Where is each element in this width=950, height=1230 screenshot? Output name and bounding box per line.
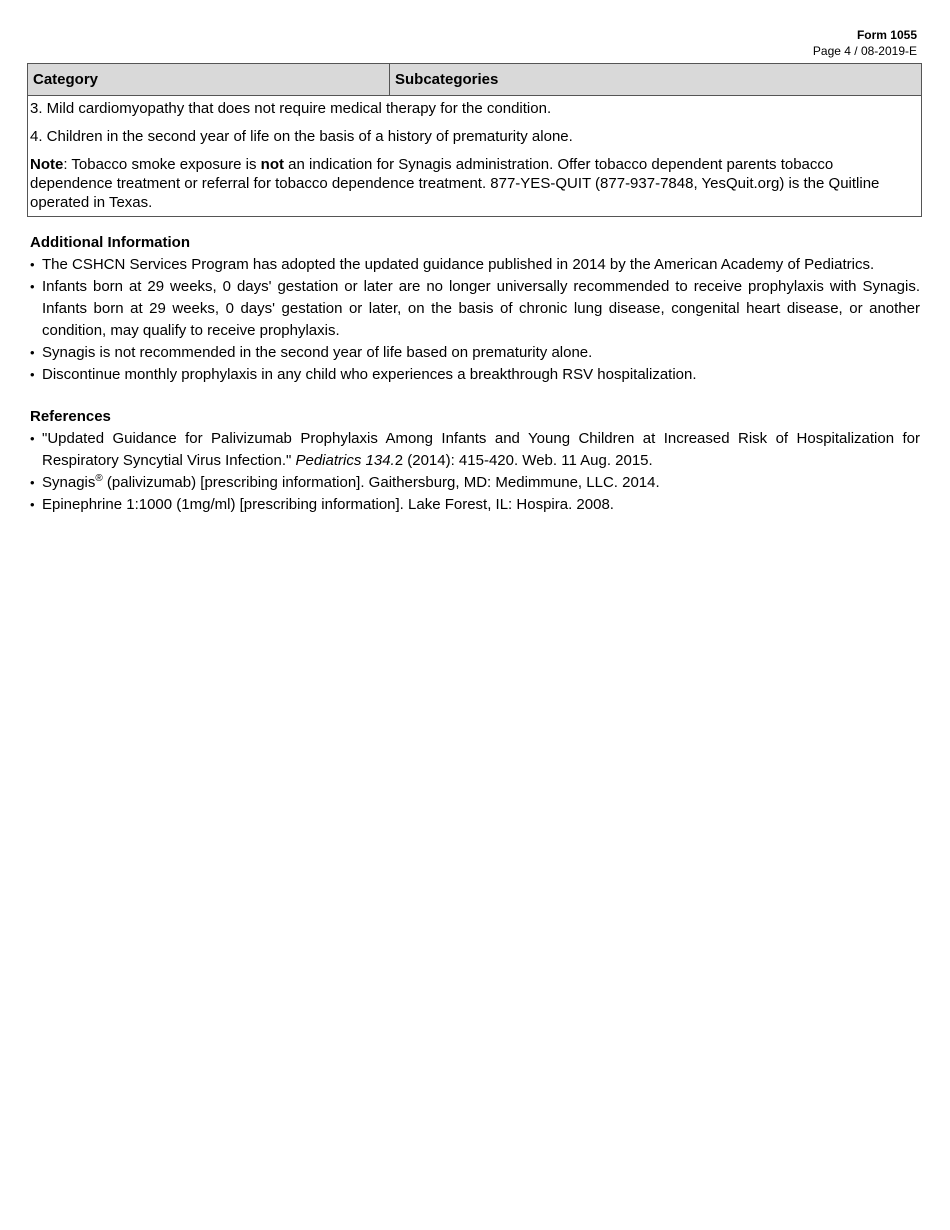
list-item — [30, 428, 920, 472]
list-item — [30, 342, 920, 364]
list-item — [30, 472, 920, 494]
note-text-before: : Tobacco smoke exposure is — [63, 156, 261, 173]
table-note-row — [28, 151, 922, 217]
registered-mark: ® — [95, 473, 103, 484]
references-heading: References — [30, 408, 111, 425]
list-item-text: Discontinue monthly prophylaxis in any child who experiences a breakthrough RSV hospitalization. — [42, 366, 697, 383]
reference-journal: Pediatrics 134. — [295, 452, 395, 469]
bullet-icon: • — [30, 257, 35, 272]
criteria-table — [27, 63, 922, 217]
page-header — [813, 27, 917, 60]
bullet-icon: • — [30, 497, 35, 512]
bullet-icon: • — [30, 279, 35, 294]
additional-info-heading: Additional Information — [30, 234, 190, 251]
list-item — [30, 364, 920, 386]
form-number: Form 1055 — [856, 28, 917, 42]
list-item-text: Synagis is not recommended in the second year of life based on prematurity alone. — [42, 344, 593, 361]
table-header-subcategories: Subcategories — [390, 64, 922, 96]
note-emphasis: not — [260, 156, 284, 173]
note-label: Note — [30, 156, 64, 173]
list-item — [30, 254, 920, 276]
additional-info-list — [30, 254, 920, 386]
bullet-icon: • — [30, 345, 35, 360]
bullet-icon: • — [30, 367, 35, 382]
list-item-text: The CSHCN Services Program has adopted the updated guidance published in 2014 by the American Academy of Pediatrics. — [42, 256, 875, 273]
reference-rest: 2 (2014): 415-420. Web. 11 Aug. 2015. — [394, 452, 653, 469]
reference-text: "Updated Guidance for Palivizumab Prophylaxis Among Infants and Young Children at Increased Risk of Hospitalization for Respiratory Syncytial Virus Infection." — [42, 430, 920, 469]
list-item — [30, 276, 920, 342]
table-row — [28, 123, 922, 151]
table-cell: 3. Mild cardiomyopathy that does not require medical therapy for the condition. — [28, 96, 922, 124]
list-item-text: Infants born at 29 weeks, 0 days' gestation or later are no longer universally recommended to receive prophylaxis with Synagis. Infants born at 29 weeks, 0 days' gestation or later, on the basis of chronic lung disease, congenital heart disease, or another condition, may qualify to receive prophylaxis. — [42, 278, 920, 339]
references-section — [30, 406, 920, 516]
table-cell: 4. Children in the second year of life on the basis of a history of prematurity alone. — [28, 123, 922, 151]
table-row — [28, 96, 922, 124]
reference-text: Epinephrine 1:1000 (1mg/ml) [prescribing information]. Lake Forest, IL: Hospira. 2008. — [42, 496, 614, 513]
references-list — [30, 428, 920, 516]
table-header-category: Category — [28, 64, 390, 96]
list-item — [30, 494, 920, 516]
reference-drug-name: Synagis — [42, 474, 96, 491]
reference-rest: (palivizumab) [prescribing information]. Gaithersburg, MD: Medimmune, LLC. 2014. — [102, 474, 660, 491]
page-info: Page 4 / 08-2019-E — [812, 44, 917, 58]
table-header-row — [28, 64, 922, 96]
bullet-icon: • — [30, 431, 35, 446]
bullet-icon: • — [30, 475, 35, 490]
additional-info-section — [30, 232, 920, 386]
note-text-after: an indication for Synagis administration. Offer tobacco dependent parents tobacco dependence treatment or referral for tobacco dependence treatment. 877-YES-QUIT (877-937-7848, YesQuit.org) is the Quitline operated in Texas. — [30, 156, 880, 211]
note-cell — [28, 151, 922, 217]
